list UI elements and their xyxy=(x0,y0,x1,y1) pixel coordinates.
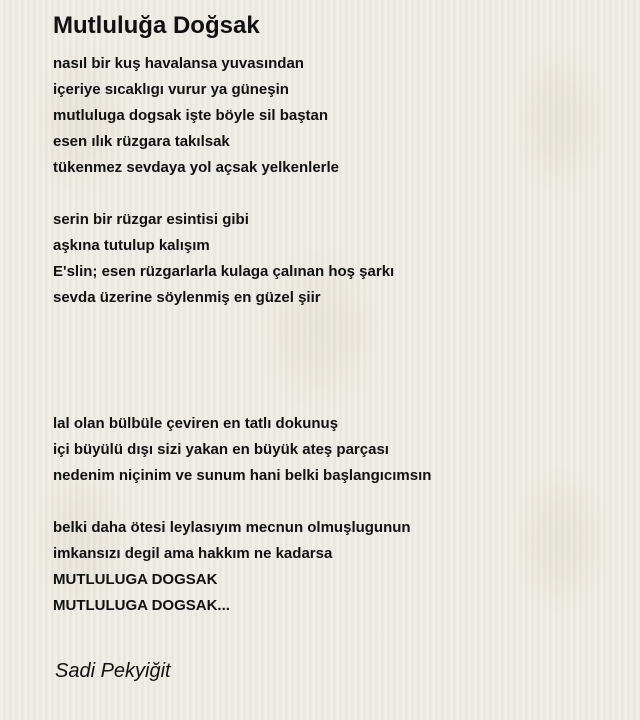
poem-line: esen ılık rüzgara takılsak xyxy=(53,133,230,150)
poem-line: MUTLULUGA DOGSAK... xyxy=(53,597,230,614)
poem-line: tükenmez sevdaya yol açsak yelkenlerle xyxy=(53,159,340,176)
stanza-4 xyxy=(53,515,411,619)
stanza-1 xyxy=(53,51,339,181)
poem-line: lal olan bülbüle çeviren en tatlı dokunuş xyxy=(53,415,339,432)
poem-line: nasıl bir kuş havalansa yuvasından xyxy=(53,55,304,72)
poem-line: belki daha ötesi leylasıyım mecnun olmuşlugunun xyxy=(53,519,411,536)
poem-line: nedenim niçinim ve sunum hani belki başlangıcımsın xyxy=(53,467,432,484)
poem-line: içi büyülü dışı sizi yakan en büyük ateş parçası xyxy=(53,441,389,458)
poem-line: imkansızı degil ama hakkım ne kadarsa xyxy=(53,545,333,562)
poem-line: içeriye sıcaklıgı vurur ya güneşin xyxy=(53,81,289,98)
poem-line: mutluluga dogsak işte böyle sil baştan xyxy=(53,107,329,124)
stanza-2 xyxy=(53,207,394,311)
stanza-3 xyxy=(53,411,431,489)
poem-line: sevda üzerine söylenmiş en güzel şiir xyxy=(53,289,321,306)
poem-line: serin bir rüzgar esintisi gibi xyxy=(53,211,249,228)
poem-title: Mutluluğa Doğsak xyxy=(53,12,260,39)
poem-line: MUTLULUGA DOGSAK xyxy=(53,571,218,588)
poem-line: aşkına tutulup kalışım xyxy=(53,237,210,254)
poem-author: Sadi Pekyiğit xyxy=(55,660,171,682)
poem-line: E'slin; esen rüzgarlarla kulaga çalınan hoş şarkı xyxy=(53,263,395,280)
